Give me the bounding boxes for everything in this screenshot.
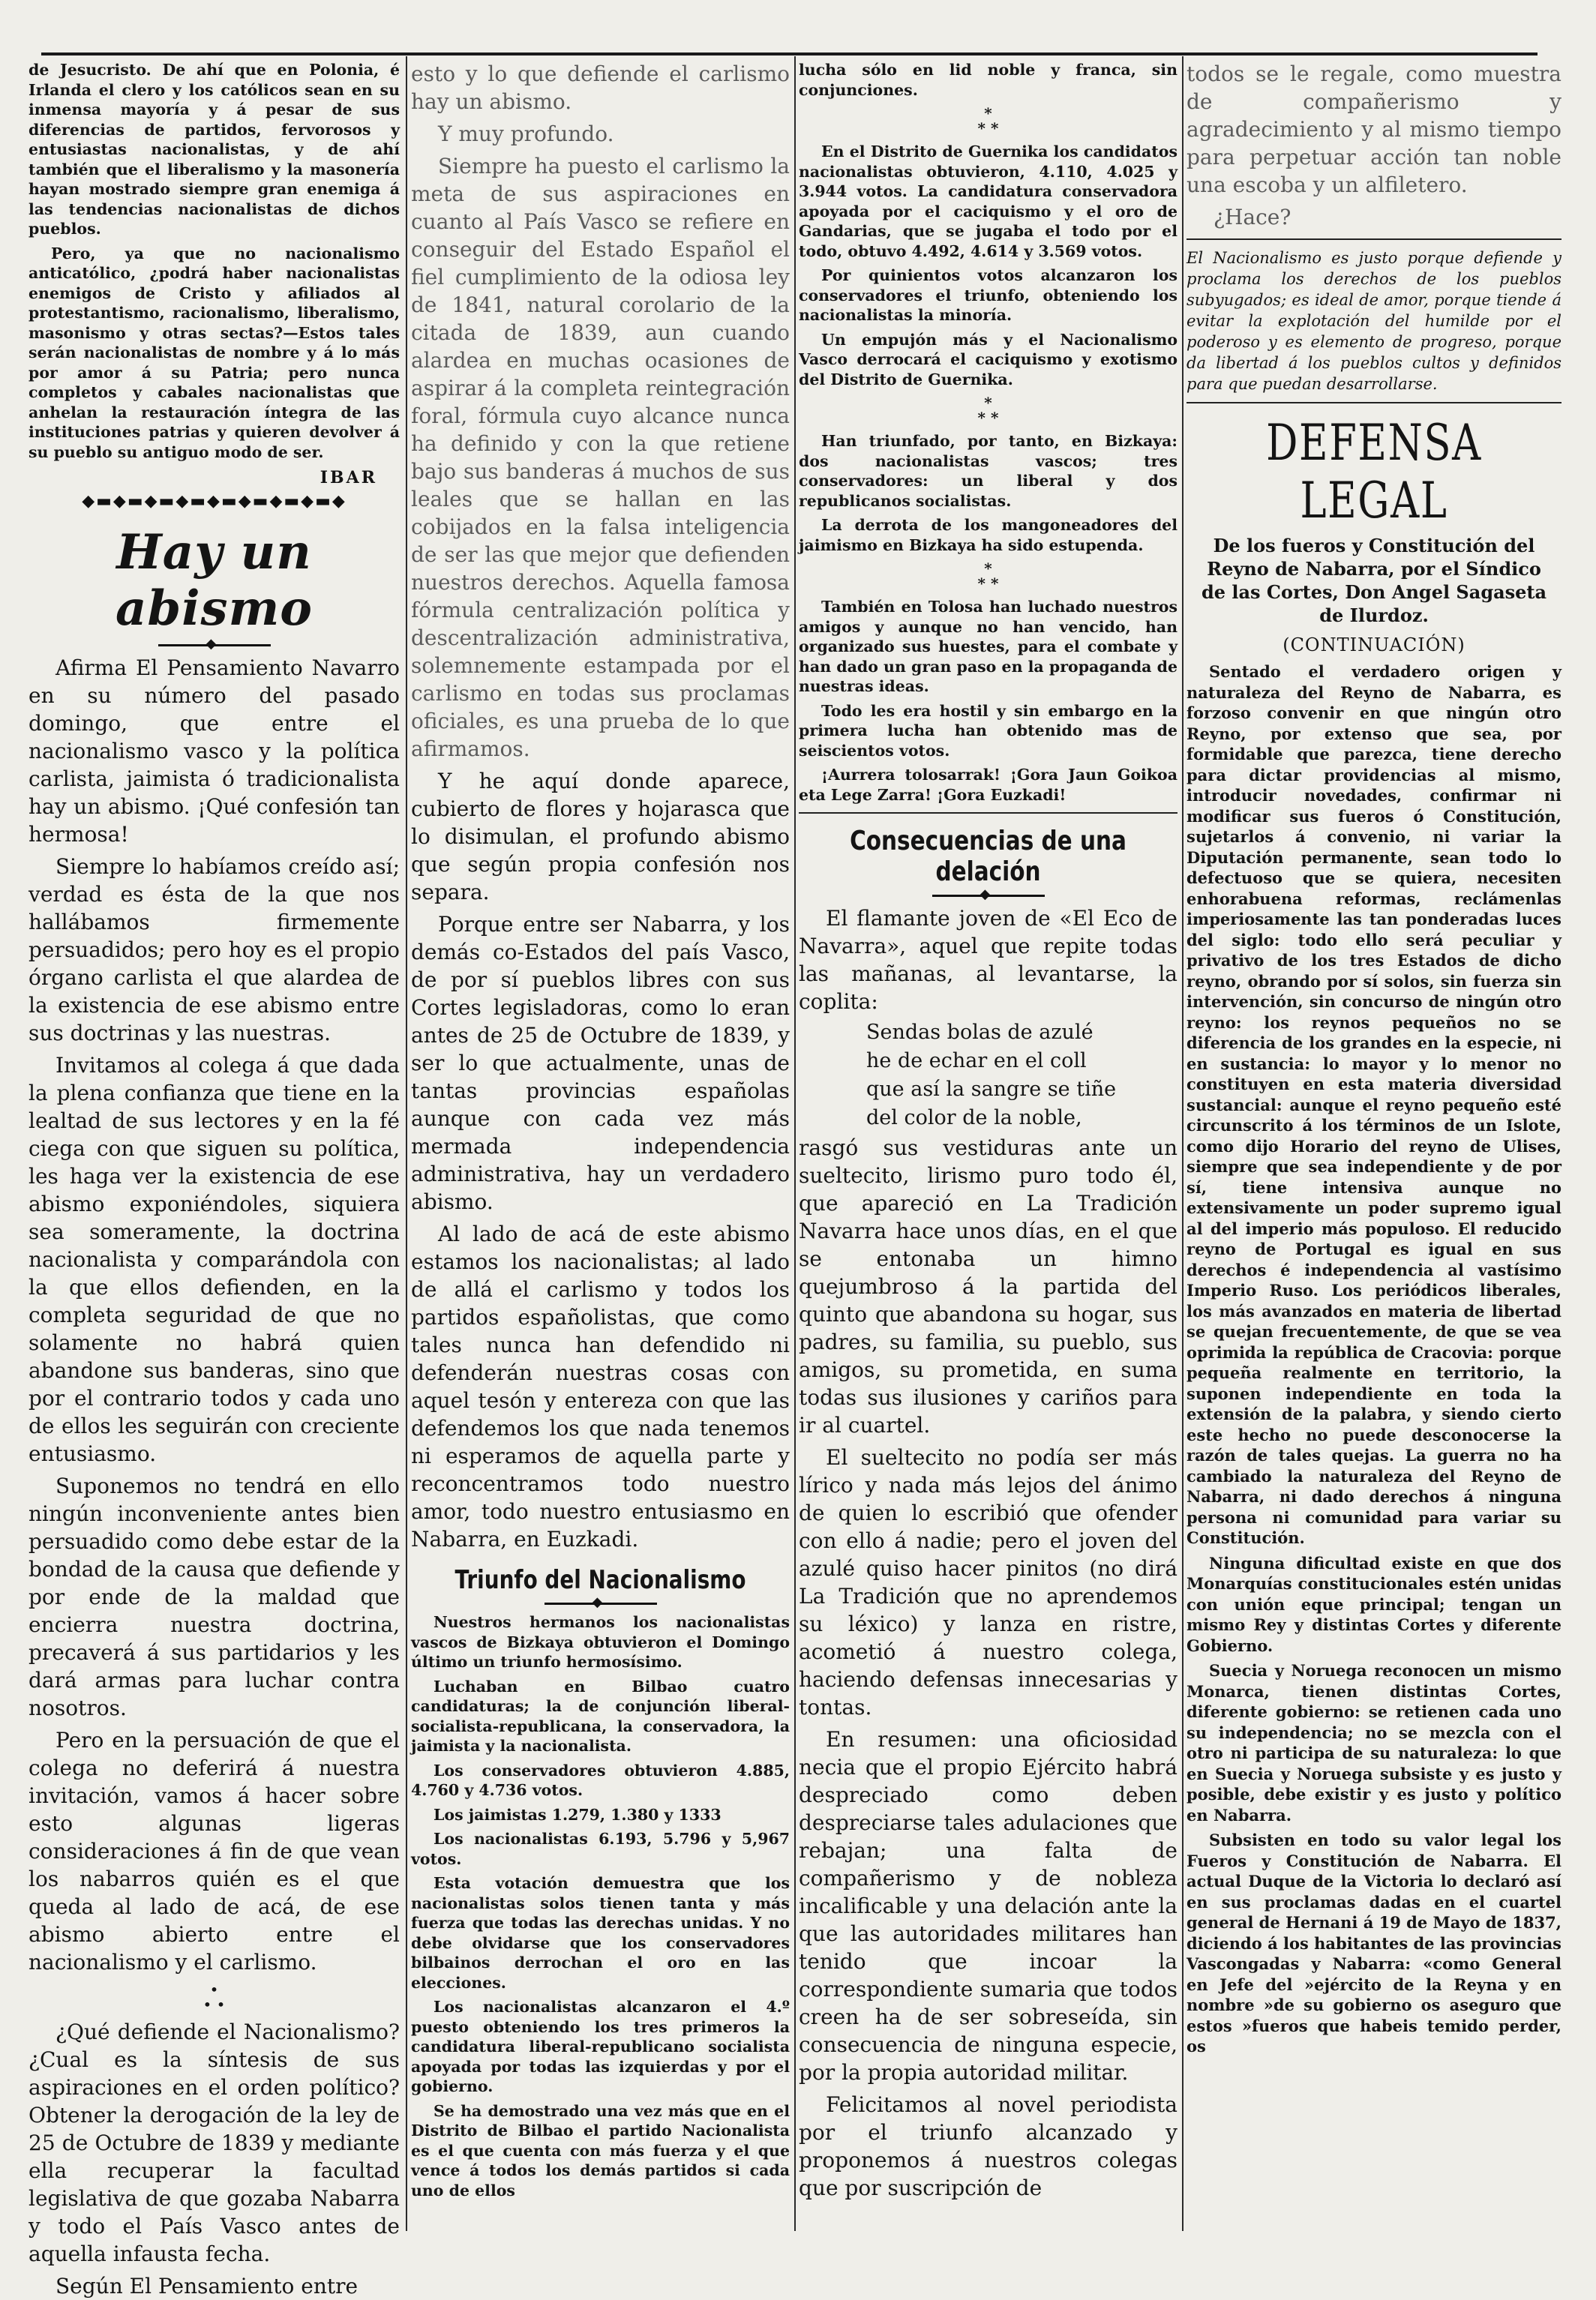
paragraph: Porque entre ser Nabarra, y los demás co-Estados del país Vasco, de por sí pueblos libres con sus Cortes legisladoras, como lo eran antes de 25 de Octubre de 1839, y ser lo que actualmente, unas de tantas provincias españolas aunque con cada vez más mermada independencia administrativa, hay un verdadero abismo. xyxy=(411,912,790,1214)
column-divider xyxy=(794,56,796,2231)
asterism: * * * xyxy=(977,559,999,592)
asterism: * * * xyxy=(977,394,999,427)
paragraph: ¿Qué defiende el Nacionalismo? ¿Cual es la síntesis de sus aspiraciones en el orden político? Obtener la derogación de la ley de 25 de Octubre de 1839 y mediante ella recuperar la facultad legislativa de que gozaba Nabarra y todo el País Vasco antes de aquella infausta fecha. xyxy=(28,2020,400,2266)
asterism: • • • xyxy=(202,1981,226,2014)
paragraph: Todo les era hostil y sin embargo en la primera lucha han obtenido mas de seiscientos votos. xyxy=(799,701,1178,760)
paragraph: Por quinientos votos alcanzaron los conservadores el triunfo, obteniendo los nacionalistas la minoría. xyxy=(799,266,1178,324)
section-title: Triunfo del Nacionalismo xyxy=(454,1565,746,1595)
intro-article xyxy=(28,60,400,462)
paragraph: Sentado el verdadero origen y naturaleza del Reyno de Nabarra, es forzoso convenir en que ningún otro Reyno, por extenso que sea, por formidable que parezca, tiene derecho para dictar providencias al mismo, introducir novedades, confirmar ni modificar sus fueros ó Constitución, sujetarlos á convenio, ni variar la Diputación permanente, sean todo lo defectuoso que se quiera, necesiten enhorabuena reformas, reclámenlas imperiosamente las tan ponderadas luces del siglo: todo ello será peculiar y privativo de los tres Estados de dicho reyno, obrando por sí solos, sin fuerza sin intervención, sin concurso de ningún otro reyno: los reynos pequeños no se diferencia de los grandes en la especie, ni en sustancia: lo mayor y lo menor no constituyen en esta materia diversidad sustancial: aunque el reyno pequeño esté circunscrito á los términos de un Islote, como dijo Horario del reyno de Ulises, siempre que sea independiente y de por sí, tiene intensiva aunque no extensivamente un poder supremo igual al del imperio más populoso. El reducido reyno de Portugal es igual en sus derechos é independencia al vastísimo Imperio Ruso. Los periódicos liberales, los más avanzados en materia de libertad se quejan frecuentemente, de que se vea oprimida la república de Cracovia: porque pequeña realmente en territorio, la suponen independiente en toda la extensión de la palabra, y siendo cierto este hecho no puede desconocerse la razón de tales quejas. La guerra no ha cambiado la naturaleza del Reyno de Nabarra, ni dado derechos á ninguna persona ni comunidad para variar su Constitución. xyxy=(1186,662,1562,1547)
paragraph: El flamante joven de «El Eco de Navarra», aquel que repite todas las mañanas, al levantarse, la coplita: xyxy=(799,906,1178,1014)
paragraph: Pero, ya que no nacionalismo anticatólico, ¿podrá haber nacionalistas enemigos de Cristo y afiliados al protestantismo, racionalismo, liberalismo, masonismo y otras sectas?—Estos tales serán nacionalistas de nombre y á lo más por amor á su Patria; pero nunca completos y cabales nacionalistas que anhelan la restauración íntegra de las instituciones patrias y quieren devolver á su pueblo su antiguo modo de ser. xyxy=(28,244,400,461)
paragraph: Los nacionalistas alcanzaron el 4.º puesto obteniendo los tres primeros la candidatura liberal-republicano socialista apoyada por todas las izquierdas y por el gobierno. xyxy=(411,1998,790,2095)
paragraph: lucha sólo en lid noble y franca, sin conjunciones. xyxy=(799,61,1178,99)
paragraph: Suecia y Noruega reconocen un mismo Monarca, tienen distintas Cortes, diferente gobierno: se retienen cada uno su independencia; no se mezcla con el otro ni participa de su naturaleza: lo que en Suecia y Noruega subsiste y es justo y posible, debe existir y es justo y político en Nabarra. xyxy=(1186,1661,1562,1825)
paragraph: El sueltecito no podía ser más lírico y nada más lejos del ánimo de quien lo escribió que ofender con ello á nadie; pero el joven del azulé quiso hacer pinitos (no dirá La Tradición que no aprendemos su léxico) y lanza en ristre, acometió á nuestro colega, haciendo defensas innecesarias y tontas. xyxy=(799,1445,1178,1720)
asterism: * * * xyxy=(977,104,999,137)
paragraph: Subsisten en todo su valor legal los Fueros y Constitución de Nabarra. El actual Duque de la Victoria lo declaró así en sus proclamas dadas en el cuartel general de Hernani á 19 de Mayo de 1837, diciendo á los habitantes de las provincias Vascongadas y Nabarra: «como General en Jefe del »ejército de la Reyna y en nombre »de su gobierno os aseguro que estos »fueros que habeis temido perder, os xyxy=(1186,1831,1562,2056)
paragraph: Los nacionalistas 6.193, 5.796 y 5,967 votos. xyxy=(411,1830,790,1868)
section-rule xyxy=(799,812,1178,814)
column-1 xyxy=(28,60,400,2299)
paragraph: Y muy profundo. xyxy=(438,121,614,146)
column-3 xyxy=(799,60,1178,2231)
paragraph: La derrota de los mangoneadores del jaimismo en Bizkaya ha sido estupenda. xyxy=(799,516,1178,554)
verse-line: que así la sangre se tiñe xyxy=(866,1078,1117,1101)
paragraph: Luchaban en Bilbao cuatro candidaturas; la de conjunción liberal-socialista-republicana, la conservadora, la jaimista y la nacionalista. xyxy=(411,1677,790,1755)
top-rule xyxy=(41,52,1538,55)
paragraph: Se ha demostrado una vez más que en el Distrito de Bilbao el partido Nacionalista es el que cuenta con más fuerza y el que vence á todos los demás partidos si cada uno de ellos xyxy=(411,2101,790,2200)
paragraph: Pero en la persuación de que el colega no deferirá á nuestra invitación, vamos á hacer sobre esto algunas ligeras consideraciones á fin de que vean los nabarros quién es el que queda al lado de acá, de ese abismo abierto entre el nacionalismo y el carlismo. xyxy=(28,1728,400,1975)
paragraph: Siempre lo habíamos creído así; verdad es ésta de la que nos hallábamos firmemente persuadidos; pero hoy es el propio órgano carlista el que alardea de la existencia de ese abismo entre sus doctrinas y las nuestras. xyxy=(28,854,400,1045)
article-continuation xyxy=(1186,60,1562,231)
verse-line: Sendas bolas de azulé xyxy=(866,1021,1094,1044)
section-body xyxy=(1186,661,1562,2057)
section-rule xyxy=(1186,402,1562,403)
paragraph: Suponemos no tendrá en ello ningún inconveniente antes bien persuadido como debe estar de la bondad de la causa que defiende y por ende de la maldad que encierra nuestra doctrina, precaverá á sus partidarios y les dará armas para luchar contra nosotros. xyxy=(28,1474,400,1720)
motto-quote: El Nacionalismo es justo porque defiende y proclama los derechos de los pueblos subyugados; es ideal de amor, porque tiende á evitar la explotación del humilde por el poderoso y es elemento de progreso, porque da libertad á los pueblos cultos y definidos para que puedan desarrollarse. xyxy=(1186,249,1562,393)
verse-line: he de echar en el coll xyxy=(866,1049,1087,1072)
article-title: Hay un abismo xyxy=(116,524,313,637)
paragraph: esto y lo que defiende el carlismo hay un abismo. xyxy=(411,61,790,114)
paragraph: Los jaimistas 1.279, 1.380 y 1333 xyxy=(434,1805,722,1824)
column-divider xyxy=(1182,56,1184,2231)
article-continuation xyxy=(411,60,790,1553)
paragraph: Han triunfado, por tanto, en Bizkaya: dos nacionalistas vascos; tres conservadores: un liberal y dos republicanos socialistas. xyxy=(799,432,1178,510)
paragraph: Un empujón más y el Nacionalismo Vasco derrocará el caciquismo y exotismo del Distrito de Guernika. xyxy=(799,330,1178,388)
ornament-divider xyxy=(158,644,271,646)
ornament-divider: ◆▬◆▬◆▬◆▬◆▬◆▬◆▬◆▬◆ xyxy=(82,492,346,511)
paragraph: Al lado de acá de este abismo estamos los nacionalistas; al lado de allá el carlismo y todos los partidos españolistas, que como tales nunca han defendido ni defenderán nuestras cosas con aquel tesón y entereza con que las defendemos los que nada tenemos ni esperamos de aquella parte y reconcentramos todo nuestro amor, todo nuestro entusiasmo en Nabarra, en Euzkadi. xyxy=(411,1222,790,1552)
section-subtitle: De los fueros y Constitución del Reyno de Nabarra, por el Síndico de las Cortes, Don Angel Sagaseta de Ilurdoz. xyxy=(1201,535,1547,626)
paragraph: todos se le regale, como muestra de compañerismo y agradecimiento y al mismo tiempo para perpetuar acción tan noble una escoba y un alfiletero. xyxy=(1186,61,1562,197)
paragraph: ¿Hace? xyxy=(1214,205,1292,229)
column-2 xyxy=(411,60,790,2231)
paragraph: En el Distrito de Guernika los candidatos nacionalistas obtuvieron, 4.110, 4.025 y 3.944 votos. La candidatura conservadora apoyada por el caciquismo y el oro de Gandarias, que se jugaba el todo por el todo, obtuvo 4.492, 4.614 y 3.569 votos. xyxy=(799,142,1178,260)
verse-line: del color de la noble, xyxy=(866,1106,1082,1129)
paragraph: Felicitamos al novel periodista por el triunfo alcanzado y proponemos á nuestros colegas que por suscripción de xyxy=(799,2092,1178,2200)
paragraph: Esta votación demuestra que los nacionalistas solos tienen tanta y más fuerza que todas las derechas unidas. Y no debe olvidarse que los conservadores bilbainos derrochan el oro en las elecciones. xyxy=(411,1874,790,1992)
column-4 xyxy=(1186,60,1562,2231)
section-body xyxy=(799,904,1178,2202)
paragraph: Siempre ha puesto el carlismo la meta de sus aspiraciones en cuanto al País Vasco se refiere en conseguir del Estado Español el fiel cumplimiento de la odiosa ley de 1841, natural corolario de la citada de 1839, aun cuando alardea en muchas ocasiones de aspirar á la completa reintegración foral, fórmula cuyo alcance nunca ha definido y con la que retiene bajo sus banderas á muchos de sus leales que se hallan en las cobijados en la falsa inteligencia de ser las que mejor que defienden nuestros derechos. Aquella famosa fórmula centralización política y descentralización administrativa, solemnemente estampada por el carlismo en todas sus proclamas oficiales, es una prueba de lo que afirmamos. xyxy=(411,154,790,761)
paragraph: Y he aquí donde aparece, cubierto de flores y hojarasca que lo disimulan, el profundo abismo que según propia confesión nos separa. xyxy=(411,769,790,904)
column-divider xyxy=(406,56,407,2231)
paragraph: En resumen: una oficiosidad necia que el propio Ejército habrá despreciado como deben despreciarse tales adulaciones que rebajan; una falta de compañerismo y de nobleza incalificable y una delación ante la que las autoridades militares han tenido que incoar la correspondiente sumaria que todos creen ha de ser sobreseída, sin consecuencia de ninguna especie, por la propia autoridad militar. xyxy=(799,1727,1178,2085)
section-rule xyxy=(1186,238,1562,240)
paragraph: ¡Aurrera tolosarrak! ¡Gora Jaun Goikoa eta Lege Zarra! ¡Gora Euzkadi! xyxy=(799,766,1178,804)
paragraph: Afirma El Pensamiento Navarro en su número del pasado domingo, que entre el nacionalismo vasco y la política carlista, jaimista ó tradicionalista hay un abismo. ¡Qué confesión tan hermosa! xyxy=(28,655,400,847)
paragraph: Invitamos al colega á que dada la plena confianza que tiene en la lealtad de sus lectores y en la fé ciega con que siguen su política, les haga ver la existencia de ese abismo exponiéndoles, siquiera sea someramente, la doctrina nacionalista y comparándola con la que ellos defienden, en la completa seguridad de que no solamente no habrá quien abandone sus banderas, sino que por el contrario todos y cada uno de ellos les seguirán con creciente entusiasmo. xyxy=(28,1053,400,1466)
election-continuation xyxy=(799,60,1178,805)
ornament-divider xyxy=(932,895,1045,897)
section-title: Consecuencias de una delación xyxy=(850,826,1126,887)
paragraph: Según El Pensamiento entre xyxy=(56,2274,358,2299)
paragraph: Nuestros hermanos los nacionalistas vascos de Bizkaya obtuvieron el Domingo último un triunfo hermosísimo. xyxy=(411,1613,790,1671)
paragraph: Ninguna dificultad existe en que dos Monarquías constitucionales estén unidas con unión eque principal; tengan un mismo Rey y distintas Cortes y diferente Gobierno. xyxy=(1186,1553,1562,1655)
paragraph: rasgó sus vestiduras ante un sueltecito, lirismo puro todo él, que apareció en La Tradición Navarra hace unos días, en el que se entonaba un himno quejumbroso á la partida del quinto que abandona su hogar, sus padres, su familia, su pueblo, sus amigos, su prometida, en suma todas sus ilusiones y cariños para ir al cuartel. xyxy=(799,1135,1178,1438)
section-body xyxy=(411,1612,790,2200)
ornament-divider xyxy=(544,1603,657,1605)
paragraph: de Jesucristo. De ahí que en Polonia, é Irlanda el clero y los católicos sean en su inmensa mayoría y á pesar de sus diferencias de partidos, fervorosos y entusiastas nacionalistas, y de ahí también que el liberalismo y la masonería hayan mostrado siempre gran enemiga á las tendencias nacionalistas de dichos pueblos. xyxy=(28,61,400,238)
section-title: DEFENSA LEGAL xyxy=(1266,414,1482,529)
continuation-label: (CONTINUACIÓN) xyxy=(1282,634,1466,655)
paragraph: Los conservadores obtuvieron 4.885, 4.760 y 4.736 votos. xyxy=(411,1761,790,1799)
paragraph: También en Tolosa han luchado nuestros amigos y aunque no han vencido, han organizado sus huestes, para el combate y han dado un gran paso en la propaganda de nuestras ideas. xyxy=(799,598,1178,695)
article-body xyxy=(28,654,400,2300)
signature: IBAR xyxy=(320,468,377,487)
